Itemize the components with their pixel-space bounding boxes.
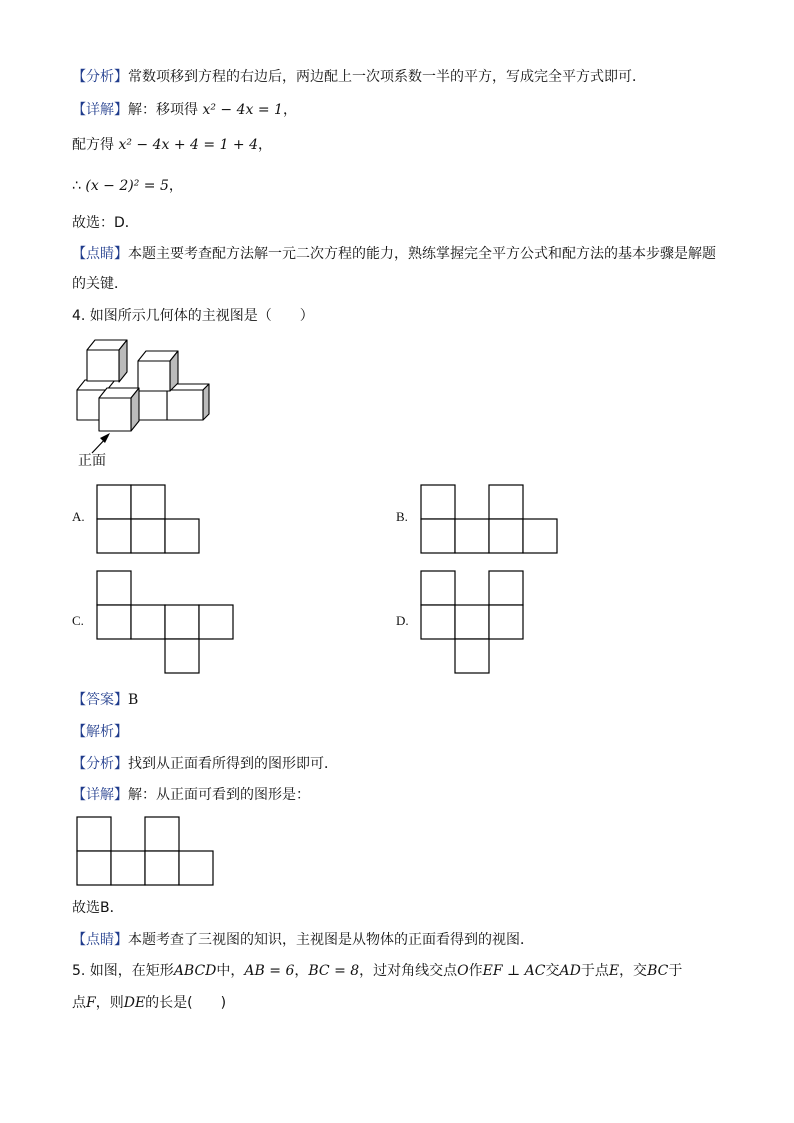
q5-stem2-text-c: 的长是( ) [145,995,227,1011]
q3-comment-line2: 的关键． [72,276,128,292]
q5-stem-line2 [72,993,226,1013]
q4-answer-value: B [128,692,139,708]
q5-ab-value: AB = 6 [244,963,295,979]
option-c-figure [96,570,236,676]
option-b-label: B. [396,509,408,524]
option-a-figure [96,484,202,554]
q5-stem-text-d: 作 [468,963,483,979]
q3-step2-prefix: 配方得 [72,137,114,153]
q5-stem2-text-a: 点 [72,995,86,1011]
option-d-figure [420,570,526,676]
front-label: 正面 [78,453,106,469]
q4-detail-text: 解：从正面可看到的图形是： [128,787,310,803]
option-a-label: A. [72,509,85,524]
q5-point-e: E [608,963,620,979]
q4-detail-line [72,785,310,805]
q5-segment-de: DE [123,995,146,1011]
q5-bc-value: BC = 8 [308,963,360,979]
q4-stem: 4. 如图所示几何体的主视图是（ ） [72,308,314,324]
q5-point-f: F [86,995,96,1011]
q5-stem-text-c: ，过对角线交点 [359,963,458,979]
q5-ef-perp-ac: EF ⊥ AC [482,963,546,979]
q3-analysis-text: 常数项移到方程的右边后，两边配上一次项系数一半的平方，写成完全平方式即可． [128,69,646,85]
q5-stem-text-g: ，交 [619,963,648,979]
q3-step2-suffix: ， [258,137,273,153]
q4-detail-tag: 【详解】 [72,787,128,803]
q5-rect-abcd: ABCD [173,963,217,979]
q5-stem-line1 [72,961,682,981]
q4-answer-tag: 【答案】 [72,692,128,708]
q4-answer-line [72,690,138,710]
q4-comment-tag: 【点睛】 [72,932,128,948]
q3-detail-prefix: 解：移项得 [128,102,198,118]
q4-solid-figure [70,335,220,435]
q3-analysis-tag: 【分析】 [72,69,128,85]
q3-step3-line [72,176,183,196]
q5-stem-text-b: 中， [216,963,245,979]
q4-comment-line [72,930,534,950]
q3-step3-suffix: ， [168,178,183,194]
q3-analysis-line [72,67,646,87]
q5-stem2-text-b: ，则 [95,995,124,1011]
q4-analysis-text: 找到从正面看所得到的图形即可． [128,756,338,772]
q5-stem-text-h: 于 [668,963,683,979]
q5-comma: ， [294,963,309,979]
q3-step2-line [72,135,272,155]
q4-choice-line: 故选B． [72,900,124,916]
q4-analysis-tag: 【分析】 [72,756,128,772]
q3-step3-equation: (x − 2)² = 5 [85,178,169,194]
q3-comment-text1: 本题主要考查配方法解一元二次方程的能力，熟练掌握完全平方公式和配方法的基本步骤是解题 [128,246,716,262]
q4-analysis-line [72,754,338,774]
q3-comment-line1 [72,244,716,264]
q4-jiexi-tag: 【解析】 [72,724,128,740]
q5-stem-text-f: 于点 [580,963,609,979]
q3-step2-equation: x² − 4x + 4 = 1 + 4 [118,137,259,153]
q5-point-o: O [457,963,469,979]
q3-detail-line [72,100,297,120]
therefore-symbol: ∴ [72,178,81,194]
q5-stem-text-e: 交 [545,963,560,979]
q4-jiexi-line [72,722,128,742]
q3-detail-tag: 【详解】 [72,102,128,118]
q3-choice-line: 故选：D． [72,215,139,231]
q5-stem-text-a: 5. 如图，在矩形 [72,963,174,979]
option-c-label: C. [72,613,84,628]
q3-detail-equation: x² − 4x = 1 [202,102,283,118]
option-d-label: D. [396,613,409,628]
q3-detail-suffix: ， [282,102,297,118]
option-b-figure [420,484,560,554]
q4-solution-figure [76,816,216,888]
q3-comment-tag: 【点睛】 [72,246,128,262]
q4-comment-text: 本题考查了三视图的知识，主视图是从物体的正面看得到的视图． [128,932,534,948]
q5-segment-bc: BC [647,963,669,979]
q5-segment-ad: AD [559,963,581,979]
